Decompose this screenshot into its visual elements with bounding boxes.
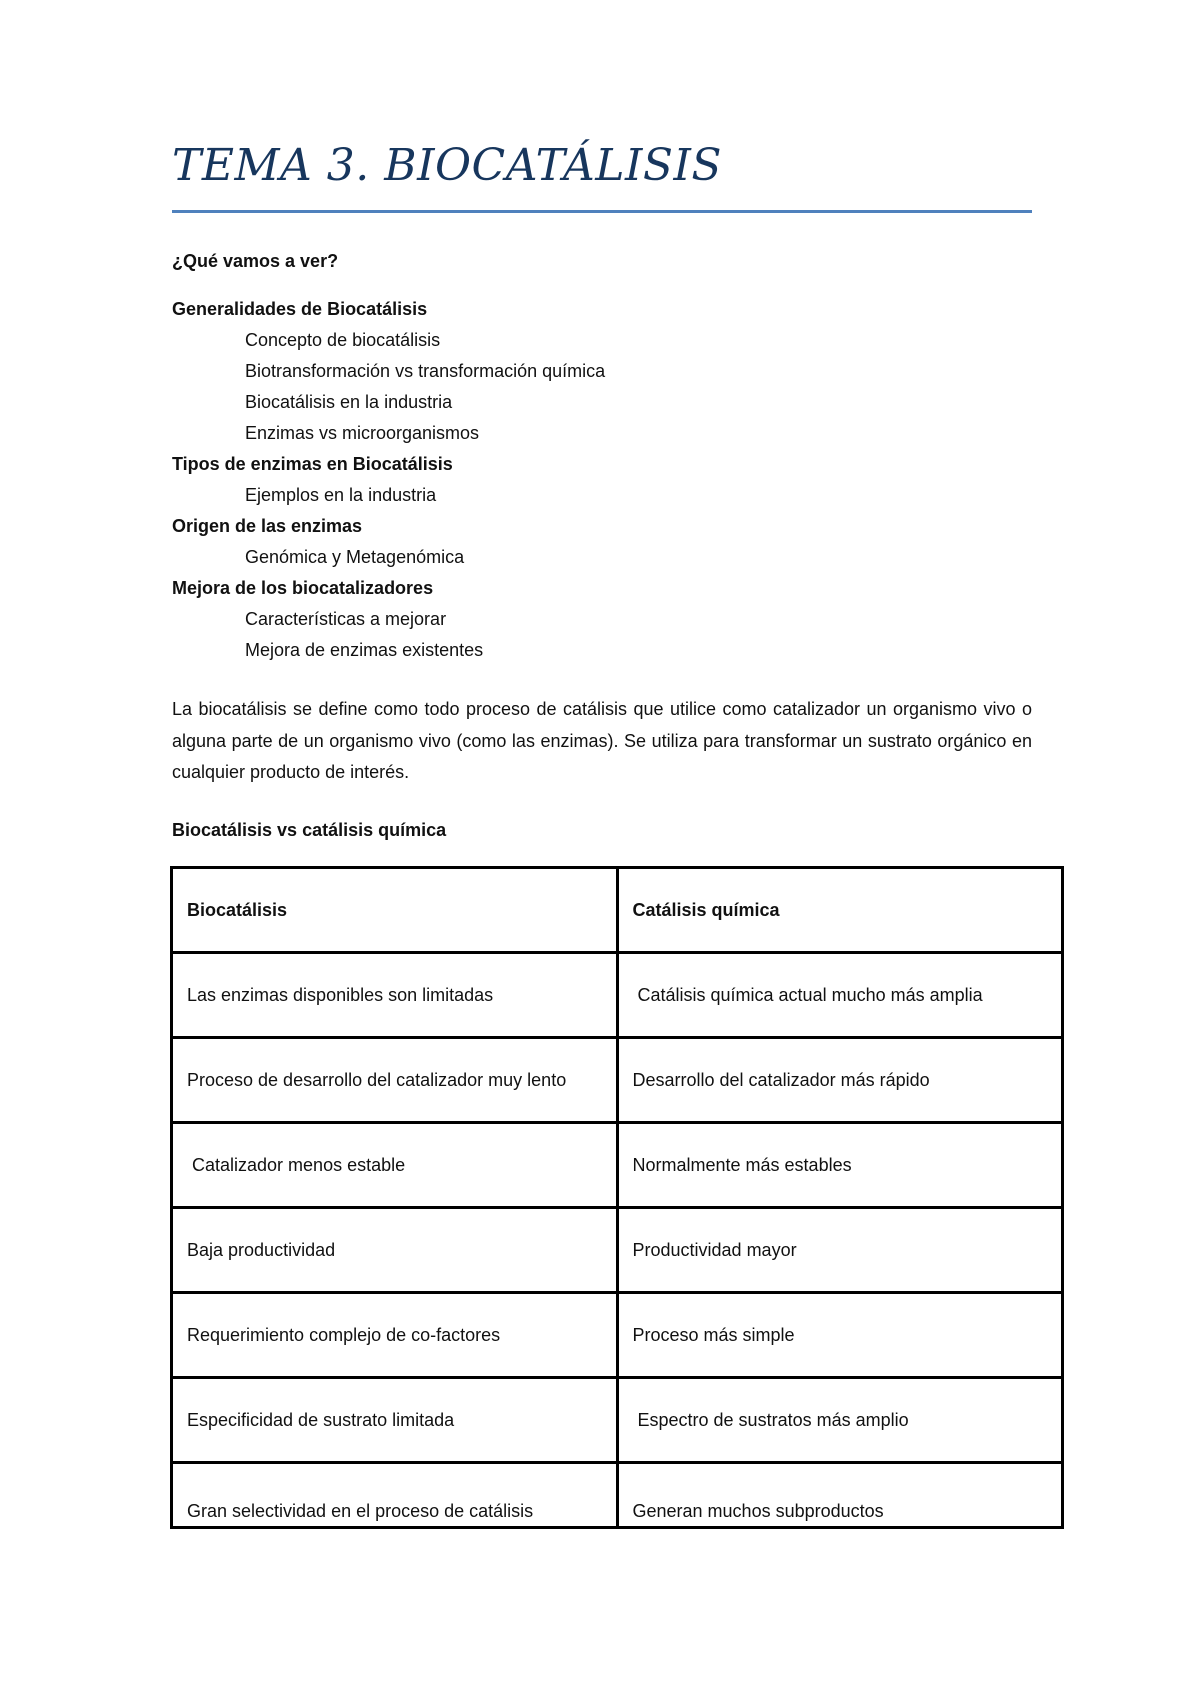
outline-item: Biocatálisis en la industria: [245, 392, 453, 412]
comparison-table: [170, 866, 1064, 1529]
definition-paragraph: La biocatálisis se define como todo proceso de catálisis que utilice como catalizador un organismo vivo o alguna parte de un organismo vivo (como las enzimas). Se utiliza para transformar un sustrato orgánico en cualquier producto de interés.: [172, 699, 1032, 782]
table-row: [172, 1208, 1063, 1293]
table-cell: Requerimiento complejo de co-factores: [172, 1293, 618, 1378]
table-row: [172, 1293, 1063, 1378]
table-cell: Gran selectividad en el proceso de catálisis: [172, 1463, 618, 1528]
table-cell: Catálisis química actual mucho más amplia: [617, 953, 1063, 1038]
outline-item: Características a mejorar: [245, 609, 447, 629]
outline-list: [172, 294, 605, 666]
outline-item: Biotransformación vs transformación química: [245, 361, 606, 381]
outline-item: Concepto de biocatálisis: [245, 330, 441, 350]
table-cell: Proceso más simple: [617, 1293, 1063, 1378]
table-header-cell: Catálisis química: [617, 868, 1063, 953]
section-question: ¿Qué vamos a ver?: [172, 251, 339, 271]
table-cell: Productividad mayor: [617, 1208, 1063, 1293]
table-row: [172, 953, 1063, 1038]
table-cell: Normalmente más estables: [617, 1123, 1063, 1208]
table-cell: Desarrollo del catalizador más rápido: [617, 1038, 1063, 1123]
table-cell: Generan muchos subproductos: [617, 1463, 1063, 1528]
table-cell: Especificidad de sustrato limitada: [172, 1378, 618, 1463]
table-header-row: [172, 868, 1063, 953]
table-cell: Las enzimas disponibles son limitadas: [172, 953, 618, 1038]
outline-item: Ejemplos en la industria: [245, 485, 437, 505]
title-underline: [172, 210, 1032, 213]
table-row: [172, 1038, 1063, 1123]
table-cell: Catalizador menos estable: [172, 1123, 618, 1208]
outline-heading: Origen de las enzimas: [172, 516, 363, 536]
table-header-cell: Biocatálisis: [172, 868, 618, 953]
outline-heading: Generalidades de Biocatálisis: [172, 299, 428, 319]
table-row: [172, 1123, 1063, 1208]
comparison-title: Biocatálisis vs catálisis química: [172, 820, 447, 840]
outline-item: Genómica y Metagenómica: [245, 547, 465, 567]
table-row: [172, 1378, 1063, 1463]
outline-item: Mejora de enzimas existentes: [245, 640, 484, 660]
outline-item: Enzimas vs microorganismos: [245, 423, 480, 443]
table-cell: Baja productividad: [172, 1208, 618, 1293]
outline-heading: Mejora de los biocatalizadores: [172, 578, 434, 598]
outline-heading: Tipos de enzimas en Biocatálisis: [172, 454, 453, 474]
page-title: TEMA 3. BIOCATÁLISIS: [172, 140, 723, 191]
table-cell: Proceso de desarrollo del catalizador muy lento: [172, 1038, 618, 1123]
table-row: [172, 1463, 1063, 1528]
table-cell: Espectro de sustratos más amplio: [617, 1378, 1063, 1463]
